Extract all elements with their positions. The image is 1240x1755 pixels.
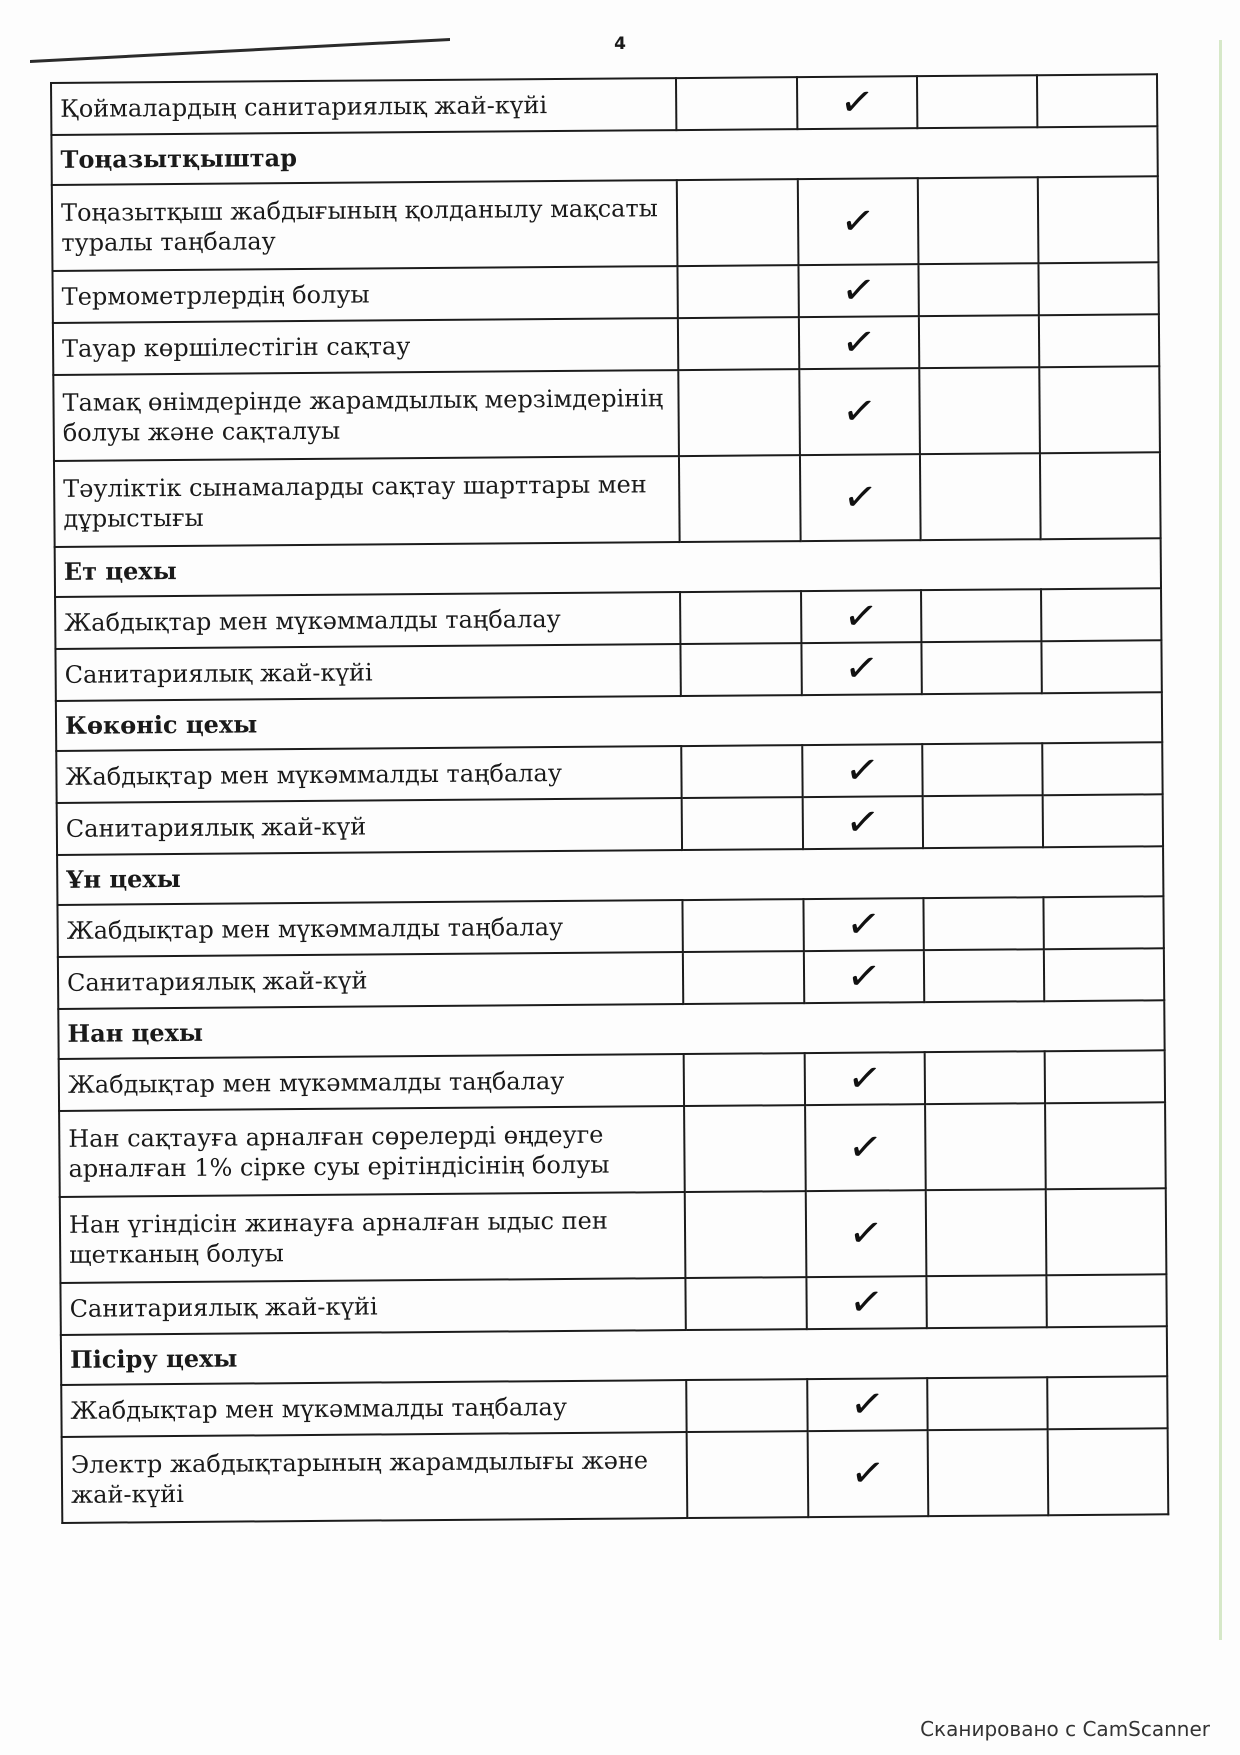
mark-cell-1 xyxy=(687,1379,808,1432)
checklist-item-label: Тамақ өнімдерінде жарамдылық мерзімдерінің болуы және сақталуы xyxy=(53,370,679,461)
mark-cell-2 xyxy=(805,1104,926,1191)
mark-cell-3 xyxy=(922,795,1043,848)
handwritten-check-icon: ✓ xyxy=(842,745,882,796)
checklist-item-label: Электр жабдықтарының жарамдылығы және жай-күйі xyxy=(62,1432,688,1523)
mark-cell-4 xyxy=(1045,1102,1166,1189)
checklist-item-label: Нан үгіндісін жинауға арналған ыдыс пен щетканың болуы xyxy=(60,1192,686,1283)
mark-cell-3 xyxy=(924,949,1045,1002)
mark-cell-1 xyxy=(679,369,800,456)
mark-cell-1 xyxy=(678,265,799,318)
handwritten-check-icon: ✓ xyxy=(846,1208,886,1259)
mark-cell-1 xyxy=(686,1277,807,1330)
section-header-row xyxy=(57,846,1163,905)
checklist-row xyxy=(60,1274,1166,1335)
checklist-row xyxy=(53,366,1160,461)
mark-cell-2 xyxy=(797,76,918,129)
checklist-item-label: Тоңазытқыш жабдығының қолданылу мақсаты туралы таңбалау xyxy=(52,180,678,271)
mark-cell-4 xyxy=(1041,588,1162,641)
checklist-item-label: Жабдықтар мен мүкәммалды таңбалау xyxy=(59,1054,685,1111)
mark-cell-1 xyxy=(681,591,802,644)
mark-cell-4 xyxy=(1038,176,1159,263)
mark-cell-4 xyxy=(1043,896,1164,949)
mark-cell-4 xyxy=(1047,1376,1168,1429)
mark-cell-2 xyxy=(803,950,924,1003)
mark-cell-1 xyxy=(683,899,804,952)
handwritten-check-icon: ✓ xyxy=(841,643,881,694)
mark-cell-4 xyxy=(1039,314,1160,367)
mark-cell-2 xyxy=(799,368,920,455)
checklist-item-label: Тәуліктік сынамаларды сақтау шарттары мен дұрыстығы xyxy=(54,456,680,547)
section-title: Ет цехы xyxy=(55,538,1161,597)
mark-cell-3 xyxy=(921,641,1042,694)
checklist-row xyxy=(58,948,1164,1009)
checklist-row xyxy=(52,262,1158,323)
mark-cell-1 xyxy=(683,951,804,1004)
section-header-row xyxy=(51,126,1157,185)
mark-cell-3 xyxy=(924,1051,1045,1104)
section-title: Пісіру цехы xyxy=(61,1326,1167,1385)
mark-cell-4 xyxy=(1040,452,1161,539)
mark-cell-3 xyxy=(918,263,1039,316)
mark-cell-4 xyxy=(1045,1050,1166,1103)
mark-cell-3 xyxy=(927,1377,1048,1430)
checklist-row xyxy=(54,452,1161,547)
mark-cell-1 xyxy=(687,1431,808,1518)
checklist-row xyxy=(57,794,1163,855)
checklist-row xyxy=(57,896,1163,957)
mark-cell-1 xyxy=(679,455,800,542)
checklist-item-label: Санитариялық жай-күй xyxy=(57,798,683,855)
mark-cell-4 xyxy=(1038,262,1159,315)
handwritten-check-icon: ✓ xyxy=(842,797,883,848)
checklist-item-label: Қоймалардың санитариялық жай-күйі xyxy=(51,78,677,135)
checklist-item-label: Санитариялық жай-күй xyxy=(58,952,684,1009)
mark-cell-2 xyxy=(804,1052,925,1105)
mark-cell-4 xyxy=(1047,1428,1168,1515)
mark-cell-1 xyxy=(677,179,798,266)
checklist-item-label: Санитариялық жай-күйі xyxy=(55,644,681,701)
handwritten-check-icon: ✓ xyxy=(844,1053,885,1104)
mark-cell-3 xyxy=(926,1275,1047,1328)
mark-cell-1 xyxy=(684,1053,805,1106)
section-title: Нан цехы xyxy=(58,1000,1164,1059)
mark-cell-3 xyxy=(918,177,1039,264)
mark-cell-3 xyxy=(923,897,1044,950)
checklist-row xyxy=(62,1428,1169,1523)
checklist-item-label: Жабдықтар мен мүкәммалды таңбалау xyxy=(56,746,682,803)
checklist-row xyxy=(59,1102,1166,1197)
mark-cell-4 xyxy=(1046,1188,1167,1275)
mark-cell-2 xyxy=(803,898,924,951)
mark-cell-4 xyxy=(1042,742,1163,795)
mark-cell-3 xyxy=(919,367,1040,454)
mark-cell-2 xyxy=(806,1276,927,1329)
checklist-table xyxy=(50,73,1169,1524)
checklist-body xyxy=(51,74,1168,1523)
checklist-item-label: Жабдықтар мен мүкәммалды таңбалау xyxy=(55,592,681,649)
mark-cell-3 xyxy=(925,1189,1046,1276)
checklist-row xyxy=(55,588,1161,649)
section-header-row xyxy=(58,1000,1164,1059)
handwritten-check-icon: ✓ xyxy=(839,386,879,437)
handwritten-check-icon: ✓ xyxy=(846,1277,886,1328)
checklist-row xyxy=(59,1050,1165,1111)
checklist-item-label: Тауар көршілестігін сақтау xyxy=(53,318,679,375)
checklist-item-label: Нан сақтауға арналған сөрелерді өңдеуге арналған 1% сірке суы ерітіндісінің болуы xyxy=(59,1106,685,1197)
checklist-item-label: Жабдықтар мен мүкәммалды таңбалау xyxy=(61,1380,687,1437)
section-header-row xyxy=(56,692,1162,751)
handwritten-check-icon: ✓ xyxy=(837,77,877,128)
section-title: Тоңазытқыштар xyxy=(51,126,1157,185)
section-header-row xyxy=(61,1326,1167,1385)
checklist-item-label: Санитариялық жай-күйі xyxy=(60,1278,686,1335)
handwritten-check-icon: ✓ xyxy=(839,317,879,368)
mark-cell-1 xyxy=(682,797,803,850)
scan-edge-right xyxy=(1219,40,1222,1640)
page-number: 4 xyxy=(614,34,626,54)
checklist-row xyxy=(53,314,1159,375)
mark-cell-2 xyxy=(802,744,923,797)
checklist-item-label: Термометрлердің болуы xyxy=(52,266,678,323)
mark-cell-2 xyxy=(797,178,918,265)
mark-cell-2 xyxy=(801,642,922,695)
mark-cell-2 xyxy=(798,316,919,369)
mark-cell-4 xyxy=(1044,948,1165,1001)
mark-cell-4 xyxy=(1039,366,1160,453)
mark-cell-4 xyxy=(1037,74,1158,127)
mark-cell-1 xyxy=(678,317,799,370)
mark-cell-2 xyxy=(807,1378,928,1431)
handwritten-check-icon: ✓ xyxy=(844,951,884,1002)
checklist-item-label: Жабдықтар мен мүкәммалды таңбалау xyxy=(57,900,683,957)
mark-cell-3 xyxy=(922,743,1043,796)
mark-cell-2 xyxy=(800,454,921,541)
checklist-row xyxy=(61,1376,1167,1437)
handwritten-check-icon: ✓ xyxy=(843,899,883,950)
mark-cell-2 xyxy=(805,1190,926,1277)
mark-cell-2 xyxy=(798,264,919,317)
scanner-watermark: Сканировано с CamScanner xyxy=(920,1717,1210,1741)
mark-cell-3 xyxy=(925,1103,1046,1190)
handwritten-check-icon: ✓ xyxy=(841,591,881,642)
mark-cell-4 xyxy=(1042,794,1163,847)
handwritten-check-icon: ✓ xyxy=(847,1379,887,1430)
mark-cell-1 xyxy=(682,745,803,798)
checklist-row xyxy=(55,640,1161,701)
checklist-row xyxy=(52,176,1159,271)
mark-cell-2 xyxy=(801,590,922,643)
mark-cell-1 xyxy=(685,1105,806,1192)
mark-cell-1 xyxy=(685,1191,806,1278)
section-title: Ұн цехы xyxy=(57,846,1163,905)
handwritten-check-icon: ✓ xyxy=(840,472,880,523)
mark-cell-3 xyxy=(917,75,1038,128)
handwritten-check-icon: ✓ xyxy=(845,1122,885,1173)
mark-cell-3 xyxy=(921,589,1042,642)
checklist-row xyxy=(51,74,1157,135)
mark-cell-2 xyxy=(807,1430,928,1517)
mark-cell-3 xyxy=(920,453,1041,540)
mark-cell-4 xyxy=(1046,1274,1167,1327)
section-title: Көкөніс цехы xyxy=(56,692,1162,751)
checklist-row xyxy=(60,1188,1167,1283)
handwritten-check-icon: ✓ xyxy=(838,265,878,316)
mark-cell-2 xyxy=(802,796,923,849)
mark-cell-3 xyxy=(919,315,1040,368)
handwritten-check-icon: ✓ xyxy=(847,1448,888,1499)
mark-cell-4 xyxy=(1041,640,1162,693)
mark-cell-3 xyxy=(927,1429,1048,1516)
section-header-row xyxy=(55,538,1161,597)
mark-cell-1 xyxy=(676,77,797,130)
checklist-row xyxy=(56,742,1162,803)
handwritten-check-icon: ✓ xyxy=(838,196,878,247)
mark-cell-1 xyxy=(681,643,802,696)
